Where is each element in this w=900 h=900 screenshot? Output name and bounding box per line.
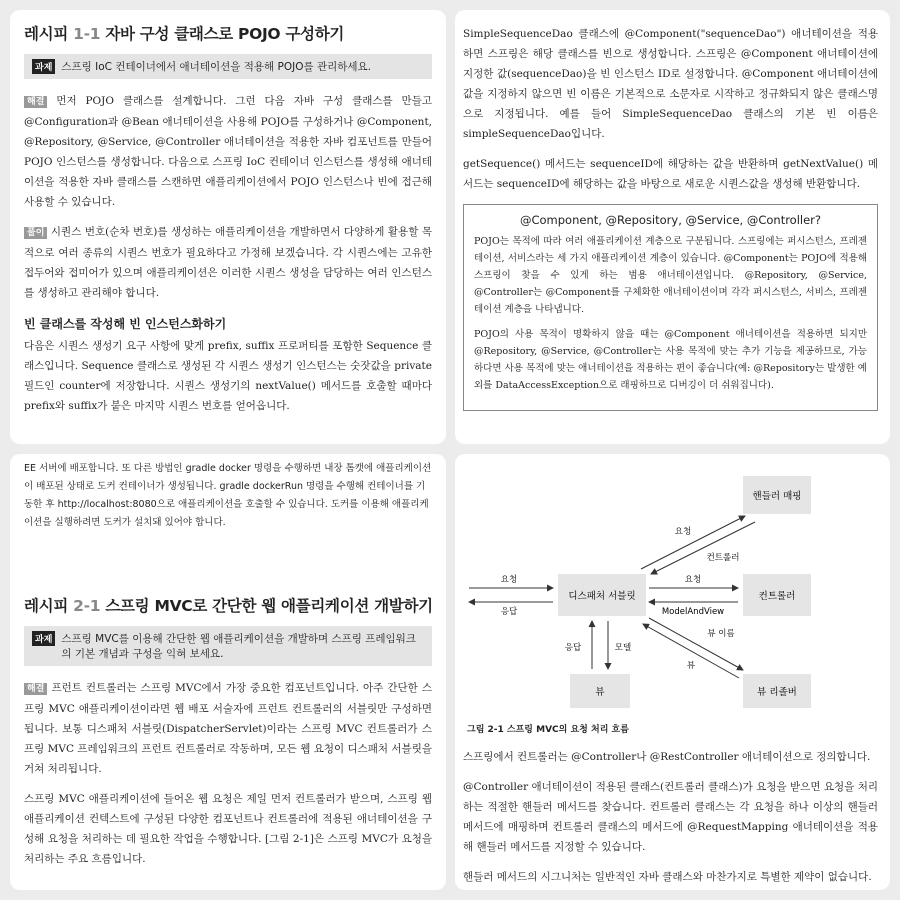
mvc-flow-diagram [463,464,878,714]
task-box [24,54,432,79]
top-note: EE 서버에 배포합니다. 또 다른 방법인 gradle docker 명령을 수행하면 내장 톰캣에 애플리케이션이 배포된 상태로 도커 컨테이너가 생성됩니다. gradle dockerRun 명령을 수행해 컨테이너를 기동한 후 http://localhost:8080으로 애플리케이션을 호출할 수 있습니다. 도커를 이용해 애플리케이션을 실행하려면 도커가 설치돼 있어야 합니다. [24,463,432,528]
controller-from-handler-arrow [651,522,755,574]
paragraph-3: 핸들러 메서드의 시그니처는 일반적인 자바 클래스와 마찬가지로 특별한 제약이 없습니다. [463,871,872,883]
paragraph-1: 스프링에서 컨트롤러는 @Controller나 @RestController 애너테이션으로 정의합니다. [463,751,871,763]
solution-tag: 해결 [24,96,47,108]
task-tag: 과제 [32,631,55,646]
controller-box-label: 컨트롤러 [758,591,796,602]
task-text: 스프링 MVC를 이용해 간단한 웹 애플리케이션을 개발하며 스프링 프레임워크의 기본 개념과 구성을 익혀 보세요. [61,633,416,660]
sidebar-paragraph-1: POJO는 목적에 따라 여러 애플리케이션 계층으로 구분됩니다. 스프링에는 퍼시스턴스, 프레젠테이션, 서비스라는 세 가지 애플리케이션 계층이 있습니다. @Component는 POJO에 적용해 스프링이 찾을 수 있게 하는 범용 애너테이션입니다. @Repository, @Service, @Controller는 @Component를 구체화한 애너테이션이며 각각 퍼시스턴스, 서비스, 프레젠테이션 계층을 나타냅니다. [474,236,867,315]
paragraph-1: SimpleSequenceDao 클래스에 @Component("sequenceDao") 애너테이션을 적용하면 스프링은 해당 클래스를 빈으로 생성합니다. 스프링은 @Component 애너테이션에 지정한 값(sequenceDao)을 빈 인스턴스 ID로 설정합니다. @Component 애너테이션에 값을 지정하지 않으면 빈 이름은 기본적으로 소문자로 시작하고 정규화되지 않은 클래스명으로 지정됩니다. 예를 들어 SimpleSequenceDao 클래스의 기본 빈 이름은 simpleSequenceDao입니다. [463,28,878,140]
handler-mapping-label: 핸들러 매핑 [752,491,802,502]
subheading: 빈 클래스를 작성해 빈 인스턴스화하기 [24,317,227,331]
view-name-label: 뷰 이름 [707,629,735,639]
request-to-controller-label: 요청 [684,575,702,585]
model-to-view-label: 모델 [614,643,632,653]
solution-paragraph: 해결 먼저 POJO 클래스를 설계합니다. 그런 다음 자바 구성 클래스를 만들고 @Configuration과 @Bean 애너테이션을 사용해 POJO를 구성하거나 @Component, @Repository, @Service, @Controller 애너테이션을 적용한 자바 컴포넌트를 만들어 POJO 인스턴스를 생성합니다. 다음으로 스프링 IoC 컨테이너 인스턴스를 생성해 애너테이션을 적용한 자바 클래스를 스캔하면 애플리케이션에서 POJO 인스턴스나 빈에 접근해 사용할 수 있습니다. [24,95,432,208]
request-in-label: 요청 [500,575,518,585]
page-recipe-2-1 [10,454,446,890]
task-text: 스프링 IoC 컨테이너에서 애너테이션을 적용해 POJO를 관리하세요. [61,61,371,73]
task-box [24,626,432,666]
task-tag: 과제 [32,59,55,74]
recipe-title: 레시피 2-1 스프링 MVC로 간단한 웹 애플리케이션 개발하기 [24,597,433,615]
view-name-arrow [649,618,743,670]
sidebar-title: @Component, @Repository, @Service, @Controller? [519,213,822,227]
figure-caption: 그림 2-1 스프링 MVC의 요청 처리 흐름 [467,725,629,735]
page-component-annotations [455,10,890,444]
response-out-label: 응답 [500,607,518,617]
solution-paragraph: 해결 프런트 컨트롤러는 스프링 MVC에서 가장 중요한 컴포넌트입니다. 아주 간단한 스프링 MVC 애플리케이션이라면 웹 배포 서술자에 프런트 컨트롤러의 서블릿만 구성하면 됩니다. 보통 디스패처 서블릿(DispatcherServlet)이라는 스프링 MVC 컨트롤러가 스프링 MVC 프레임워크의 프런트 컨트롤러로 작동하며, 모든 웹 요청이 디스패처 서블릿을 거쳐 처리됩니다. [24,682,432,775]
request-to-handler-label: 요청 [674,527,692,537]
paragraph-2: getSequence() 메서드는 sequenceID에 해당하는 값을 반환하며 getNextValue() 메서드는 sequenceID에 해당하는 값을 바탕으로 새로운 시퀀스값을 생성해 반환합니다. [463,158,878,190]
body-paragraph: 스프링 MVC 애플리케이션에 들어온 웹 요청은 제일 먼저 컨트롤러가 받으며, 스프링 웹 애플리케이션 컨텍스트에 구성된 다양한 컴포넌트나 컨트롤러에 적용된 애너테이션을 구성해 요청을 처리하는 데 필요한 작업을 수행합니다. [그림 2-1]은 스프링 MVC가 요청을 처리하는 주요 흐름입니다. [24,793,432,865]
paragraph-2: @Controller 애너테이션이 적용된 클래스(컨트롤러 클래스)가 요청을 받으면 요청을 처리하는 적절한 핸들러 메서드를 찾습니다. 컨트롤러 클래스는 각 요청을 하나 이상의 핸들러 메서드에 매핑하며 컨트롤러 클래스의 메서드에 @RequestMapping 애너테이션을 적용해 핸들러 메서드를 지정할 수 있습니다. [463,781,878,853]
view-label: 뷰 [595,687,605,698]
response-from-view-label: 응답 [564,643,582,653]
solution-tag: 해결 [24,683,47,695]
body-paragraph: 다음은 시퀀스 생성기 요구 사항에 맞게 prefix, suffix 프로퍼티를 포함한 Sequence 클래스입니다. Sequence 클래스로 생성된 각 시퀀스 생성기 인스턴스는 숫잣값을 private 필드인 counter에 저장합니다. 시퀀스 생성기의 nextValue() 메서드를 호출할 때마다 prefix와 suffix가 붙은 마지막 시퀀스 번호를 얻어옵니다. [24,340,432,412]
page-recipe-1-1 [10,10,446,444]
dispatcher-label: 디스패처 서블릿 [568,591,636,602]
sidebar-box [463,204,878,411]
view-from-resolver-label: 뷰 [686,661,696,671]
sidebar-paragraph-2: POJO의 사용 목적이 명확하지 않을 때는 @Component 애너테이션을 적용하면 되지만 @Repository, @Service, @Controller는 사용 목적에 맞는 추가 기능을 제공하므로, 가능하다면 사용 목적에 맞는 애너테이션을 적용하는 편이 좋습니다(예: @Repository는 발생한 예외를 DataAccessException으로 래핑하므로 디버깅이 더 쉬워집니다). [474,329,867,391]
model-and-view-label: ModelAndView [661,607,725,617]
how-paragraph: 풀이 시퀀스 번호(순차 번호)를 생성하는 애플리케이션을 개발하면서 다양하게 활용할 목적으로 여러 종류의 시퀀스 번호가 필요하다고 가정해 보겠습니다. 각 시퀀스에는 고유한 접두어와 접미어가 있으며 애플리케이션은 이러한 시퀀스 생성을 담당하는 여러 인스턴스를 생성하고 관리해야 합니다. [24,226,432,299]
controller-from-handler-label: 컨트롤러 [706,553,740,563]
page-mvc-flow [455,454,890,890]
view-resolver-label: 뷰 리졸버 [757,687,797,698]
how-tag: 풀이 [24,227,47,239]
recipe-title: 레시피 1-1 자바 구성 클래스로 POJO 구성하기 [24,25,345,43]
